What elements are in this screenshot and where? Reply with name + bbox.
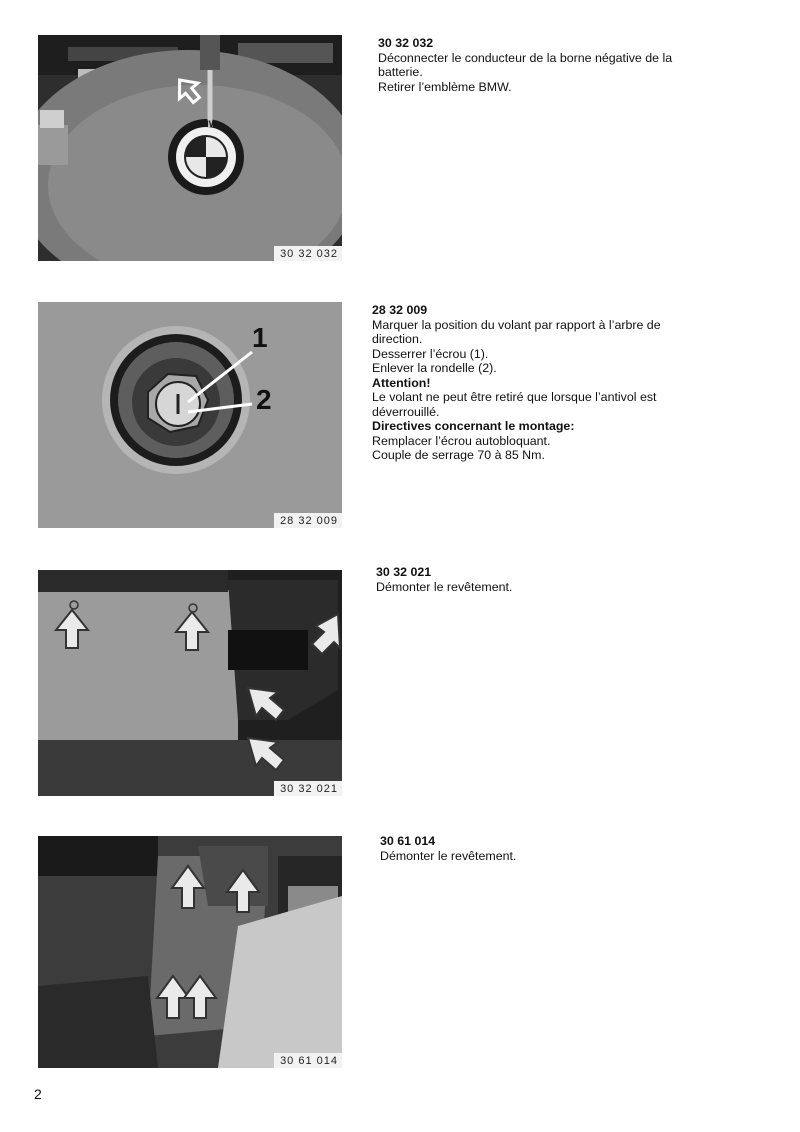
steering-wheel-illustration bbox=[38, 35, 342, 261]
instruction-block-2 bbox=[372, 303, 707, 463]
instruction-line: Déconnecter le conducteur de la borne négative de la batterie. bbox=[378, 50, 673, 79]
bmw-emblem-text: BMW bbox=[194, 119, 218, 129]
photo-column-trim bbox=[38, 836, 342, 1068]
instruction-line: Marquer la position du volant par rapport à l’arbre de direction. bbox=[372, 317, 661, 346]
attention-label: Attention! bbox=[372, 375, 431, 390]
assembly-line: Couple de serrage 70 à 85 Nm. bbox=[372, 448, 545, 462]
instruction-line: Desserrer l’écrou (1). bbox=[372, 346, 489, 361]
instruction-line: Retirer l’emblème BMW. bbox=[378, 79, 512, 94]
trim-cover-illustration bbox=[38, 570, 342, 796]
instruction-block-1 bbox=[378, 36, 713, 94]
steering-nut-illustration bbox=[38, 302, 342, 528]
operation-code: 28 32 009 bbox=[372, 303, 428, 317]
column-trim-illustration bbox=[38, 836, 342, 1068]
operation-code: 30 32 032 bbox=[378, 36, 434, 50]
attention-text: Le volant ne peut être retiré que lorsque l’antivol est déverrouillé. bbox=[372, 390, 657, 419]
assembly-line: Remplacer l’écrou autobloquant. bbox=[372, 433, 551, 448]
instruction-line: Démonter le revêtement. bbox=[380, 848, 517, 863]
photo-caption: 30 32 021 bbox=[274, 781, 342, 796]
photo-caption: 30 32 032 bbox=[274, 246, 342, 261]
assembly-label: Directives concernant le montage: bbox=[372, 419, 575, 433]
page-number: 2 bbox=[34, 1086, 42, 1102]
callout-label-2: 2 bbox=[256, 384, 272, 415]
instruction-block-3 bbox=[376, 565, 711, 594]
operation-code: 30 32 021 bbox=[376, 565, 432, 579]
photo-caption: 28 32 009 bbox=[274, 513, 342, 528]
instruction-block-4 bbox=[380, 834, 715, 863]
photo-steering-wheel-emblem bbox=[38, 35, 342, 261]
instruction-line: Démonter le revêtement. bbox=[376, 579, 513, 594]
operation-code: 30 61 014 bbox=[380, 834, 436, 848]
photo-caption: 30 61 014 bbox=[274, 1053, 342, 1068]
callout-label-1: 1 bbox=[252, 322, 268, 353]
photo-steering-nut bbox=[38, 302, 342, 528]
instruction-line: Enlever la rondelle (2). bbox=[372, 361, 497, 375]
photo-trim-cover bbox=[38, 570, 342, 796]
